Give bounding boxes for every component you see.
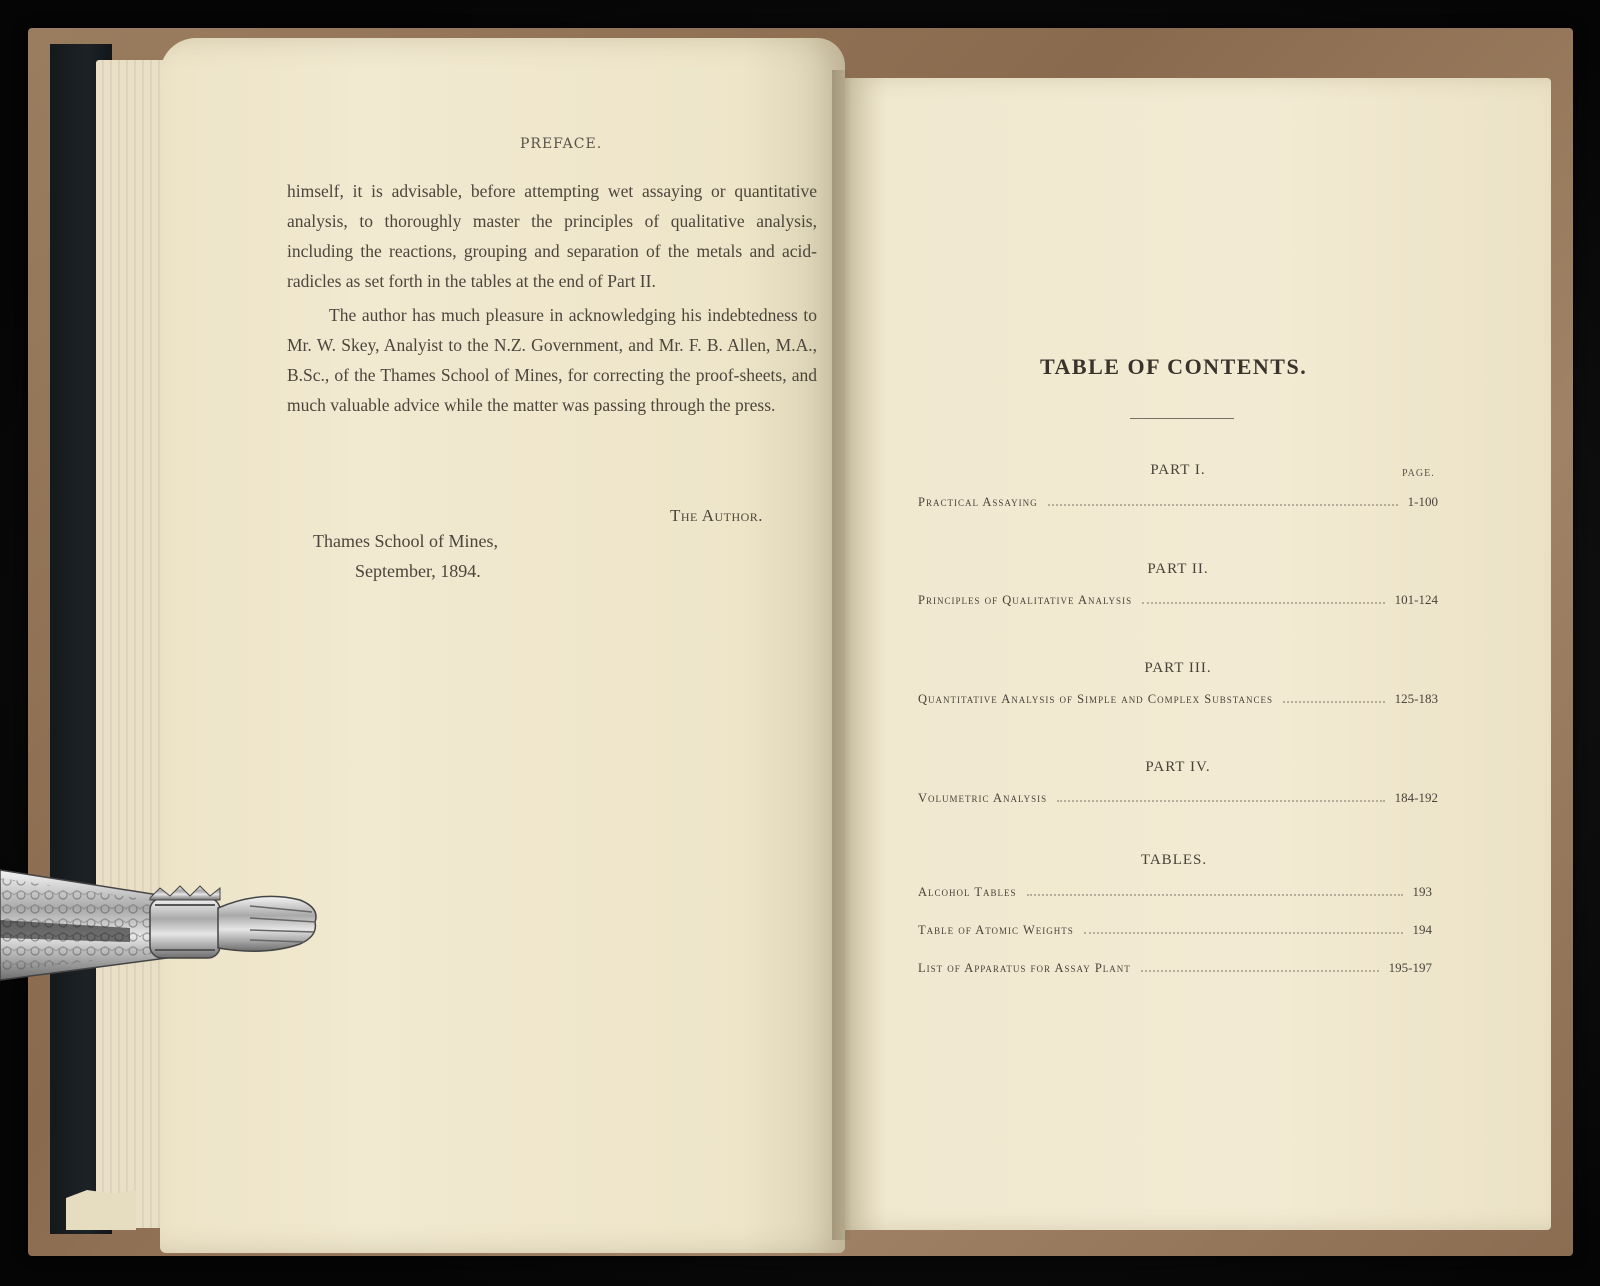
toc-entry-title: Practical Assaying xyxy=(918,495,1038,509)
toc-entry xyxy=(918,790,1438,810)
toc-entry xyxy=(918,922,1432,942)
toc-leader xyxy=(1048,496,1398,506)
preface-place: Thames School of Mines, xyxy=(313,531,498,551)
preface-paragraph-2: The author has much pleasure in acknowledging his indebtedness to Mr. W. Skey, Analyist to the N.Z. Government, and Mr. F. B. Allen, M.A., B.Sc., of the Thames School of Mines, for correcting the proof-sheets, and much valuable advice while the matter was passing through the press. xyxy=(287,305,817,415)
author-signature: The Author. xyxy=(670,506,764,525)
toc-title: TABLE OF CONTENTS. xyxy=(1040,354,1308,379)
toc-entry-title: Quantitative Analysis of Simple and Complex Substances xyxy=(918,692,1274,706)
toc-entry xyxy=(918,494,1438,514)
preface-heading: PREFACE. xyxy=(520,136,603,152)
toc-entry-pages: 101-124 xyxy=(1394,592,1438,607)
toc-entry-title: Principles of Qualitative Analysis xyxy=(918,593,1133,607)
toc-entry-title: List of Apparatus for Assay Plant xyxy=(918,961,1131,975)
toc-tables-heading: TABLES. xyxy=(1140,852,1208,868)
toc-entry-title: Table of Atomic Weights xyxy=(918,923,1074,937)
toc-entry xyxy=(918,691,1438,711)
toc-part-4-heading: PART IV. xyxy=(1145,759,1211,775)
toc-leader xyxy=(1283,693,1385,703)
torn-page-corner xyxy=(66,1190,136,1230)
toc-entry-pages: 194 xyxy=(1412,922,1432,937)
toc-entry-title: Alcohol Tables xyxy=(918,885,1017,899)
preface-body xyxy=(287,176,817,420)
toc-leader xyxy=(1141,962,1379,972)
toc-part-1-heading: PART I. xyxy=(1150,462,1206,478)
preface-date: September, 1894. xyxy=(355,561,481,581)
toc-leader xyxy=(1057,792,1385,802)
toc-page-column-label: PAGE. xyxy=(1402,468,1435,479)
toc-entry-pages: 193 xyxy=(1412,884,1432,899)
toc-part-2-heading: PART II. xyxy=(1147,561,1209,577)
toc-part-3-heading: PART III. xyxy=(1144,660,1212,676)
right-page xyxy=(845,78,1551,1230)
toc-entry xyxy=(918,960,1432,980)
preface-paragraph-1: himself, it is advisable, before attempting wet assaying or quantitative analysis, to thoroughly master the principles of qualitative analysis, including the reactions, grouping and separation of the metals and acid-radicles as set forth in the tables at the end of Part II. xyxy=(287,181,817,291)
toc-divider xyxy=(1130,418,1234,419)
toc-entry-pages: 125-183 xyxy=(1394,691,1438,706)
toc-entry-title: Volumetric Analysis xyxy=(918,791,1048,805)
toc-leader xyxy=(1084,924,1403,934)
toc-entry-pages: 195-197 xyxy=(1388,960,1432,975)
page-clip-icon xyxy=(0,860,330,990)
toc-entry-pages: 1-100 xyxy=(1407,494,1438,509)
toc-entry xyxy=(918,592,1438,612)
toc-leader xyxy=(1142,594,1385,604)
toc-leader xyxy=(1027,886,1403,896)
preface-dateline xyxy=(313,526,498,586)
toc-entry xyxy=(918,884,1432,904)
book-gutter xyxy=(832,70,852,1240)
toc-entry-pages: 184-192 xyxy=(1394,790,1438,805)
